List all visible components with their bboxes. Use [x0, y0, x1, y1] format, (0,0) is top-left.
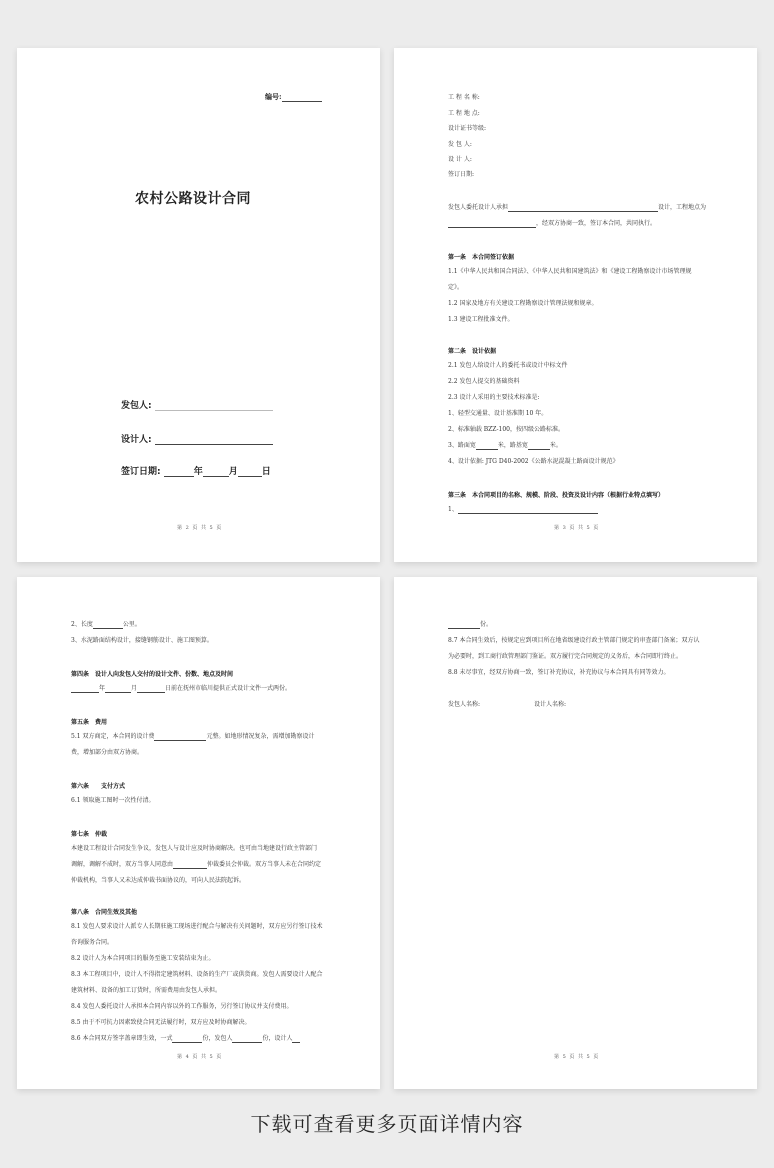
sign-date-field: [121, 464, 271, 477]
delivery-line: [71, 685, 291, 693]
copies-text-a: 8.6 本合同双方签字盖章即生效，一式: [71, 1035, 173, 1042]
copies-cont-line: [448, 621, 492, 629]
designer-field: [121, 432, 273, 445]
s2-item: 2.2 发包人提交的基础资料: [448, 378, 520, 385]
year-label: 年: [193, 467, 203, 477]
s1-item: 1.1《中华人民共和国合同法》、《中华人民共和国建筑法》和《建设工程勘察设计市场管理规: [448, 268, 692, 275]
s3-item-blank: [458, 507, 598, 514]
copies-blank-employer: [232, 1036, 262, 1043]
s2-item: 4、设计依据: JTG D40-2002《公路水泥混凝土路面设计规范》: [448, 458, 619, 465]
s8-item: 8.5 由于不可抗力因素致使合同无法履行时，双方应及时协商解决。: [71, 1019, 251, 1026]
contract-number-label: 编号:: [265, 92, 282, 101]
section-5-heading: 第五条 费用: [71, 719, 108, 726]
page-2: [394, 48, 757, 562]
s1-item: 1.2 国家及地方有关建设工程勘察设计管理法规和规章。: [448, 300, 598, 307]
length-blank: [93, 622, 123, 629]
length-label: 2、长度: [71, 621, 93, 628]
info-line-certificate: 设计证书等级:: [448, 125, 487, 132]
road-width-blank: [476, 443, 498, 450]
arbitration-line-1: 本建设工程设计合同发生争议，发包人与设计应及时协商解决。也可由当地建设行政主管部门: [71, 845, 318, 852]
employer-field: [121, 398, 273, 411]
fee-blank: [154, 734, 206, 741]
s8-item: 8.8 未尽事宜，经双方协商一致，签订补充协议，补充协议与本合同具有同等效力。: [448, 669, 670, 676]
delivery-month: 月: [131, 685, 138, 692]
s8-item: 8.7 本合同生效后，按规定应到项目所在地省级建设行政主管部门规定的审查部门备案；双方认: [448, 637, 700, 644]
arbitration-text-b: 仲裁委员会仲裁。双方当事人未在合同约定: [207, 861, 322, 868]
arbitration-text-a: 调解，调解不成时，双方当事人同意由: [71, 861, 174, 868]
delivery-day-blank: [137, 686, 165, 693]
intro-blank-1: [508, 205, 658, 212]
fee-text-2: 元整。如地形情况复杂，需增加勘察设计: [206, 733, 315, 740]
section-3-heading: 第三条 本合同项目的名称、规模、阶段、投资及设计内容（根据行业特点填写）: [448, 492, 665, 499]
info-line-sign-date: 签订日期:: [448, 171, 475, 178]
roadbed-width-label: 米，路基宽: [497, 442, 528, 449]
delivery-year: 年: [99, 685, 106, 692]
contract-number-blank: [282, 93, 322, 102]
length-line: [71, 621, 141, 629]
section-4-heading: 第四条 设计人向发包人交付的设计文件、份数、地点及时间: [71, 671, 234, 678]
road-width-label: 3、路面宽: [448, 442, 476, 449]
employer-blank: [155, 402, 273, 411]
intro-line-1: [448, 204, 706, 212]
arbitration-blank: [173, 862, 207, 869]
intro-text-2: 设计，工程地点为: [658, 204, 707, 211]
fee-line-2: 费，增加部分由双方协商。: [71, 749, 144, 756]
s8-item: 建筑材料、设备的加工订货时，所需费用由发包人承担。: [71, 987, 222, 994]
section-2-heading: 第二条 设计依据: [448, 348, 497, 355]
s8-item: 8.4 发包人委托设计人承担本合同内容以外的工作服务，另行签订协议并支付费用。: [71, 1003, 293, 1010]
delivery-year-blank: [71, 686, 99, 693]
contract-title: 农村公路设计合同: [135, 191, 251, 207]
intro-text-1: 发包人委托设计人承担: [448, 204, 509, 211]
day-label: 日: [261, 467, 271, 477]
unit-meter: 米。: [549, 442, 562, 449]
s8-item: 8.1 发包人要求设计人派专人长期驻施工现场进行配合与解决有关问题时，双方应另行签订技术: [71, 923, 323, 930]
section-7-heading: 第七条 仲裁: [71, 831, 108, 838]
employer-name-label: 发包人名称:: [448, 701, 481, 708]
info-line-project-location: 工 程 地 点:: [448, 110, 480, 117]
s2-item: 2、标准轴载 BZZ-100，按四级公路标准。: [448, 426, 564, 433]
roadbed-width-blank: [528, 443, 550, 450]
info-line-project-name: 工 程 名 称:: [448, 94, 480, 101]
sign-date-label: 签订日期:: [121, 467, 161, 477]
page-footer: 第 4 页 共 5 页: [177, 1054, 223, 1060]
arbitration-line-3: 仲裁机构，当事人又未达成仲裁书面协议的，可向人民法院起诉。: [71, 877, 246, 884]
designer-label: 设计人:: [121, 435, 152, 445]
page-3: [17, 577, 380, 1089]
page-footer: 第 3 页 共 5 页: [554, 525, 600, 531]
designer-name-label: 设计人名称:: [534, 701, 567, 708]
intro-text-3: ，经双方协商一致，签订本合同，共同执行。: [536, 220, 657, 227]
s2-item: 2.1 发包人给设计人的委托书或设计中标文件: [448, 362, 568, 369]
copies-blank-designer: [292, 1036, 300, 1043]
length-unit: 公里。: [122, 621, 141, 628]
fee-text-1: 5.1 双方商定，本合同的设计费: [71, 733, 155, 740]
page-footer: 第 2 页 共 5 页: [177, 525, 223, 531]
delivery-month-blank: [105, 686, 131, 693]
s1-item: 定》。: [448, 284, 464, 291]
contract-number: [265, 92, 322, 102]
copies-text-c: 份，设计人: [262, 1035, 293, 1042]
day-blank: [238, 468, 262, 477]
section-8-heading: 第八条 合同生效及其他: [71, 909, 138, 916]
fee-line-1: [71, 733, 314, 741]
s8-item: 8.2 设计人为本合同项目的服务至施工安装结束为止。: [71, 955, 215, 962]
s1-item: 1.3 建设工程批准文件。: [448, 316, 514, 323]
intro-blank-2: [448, 221, 536, 228]
info-line-employer: 发 包 人:: [448, 141, 472, 148]
month-label: 月: [228, 467, 238, 477]
s3-item-number: 1、: [448, 506, 458, 513]
arbitration-line-2: [71, 861, 321, 869]
s2-item: 1、轻型交通量、设计基准期 10 年。: [448, 410, 548, 417]
month-blank: [203, 468, 229, 477]
s2-item-road-width: [448, 442, 562, 450]
structure-line: 3、水泥路面结构设计，接缝钢筋设计、施工图预算。: [71, 637, 213, 644]
section-6-heading: 第六条 支付方式: [71, 783, 126, 790]
delivery-text: 日前在抚州市临川提供正式设计文件一式两份。: [165, 685, 292, 692]
page-cover: [17, 48, 380, 562]
employer-label: 发包人:: [121, 401, 152, 411]
designer-blank: [155, 436, 273, 445]
payment-line: 6.1 领取施工图时一次性付清。: [71, 797, 155, 804]
s8-item: 8.3 本工程项目中，设计人不得指定建筑材料、设备的生产厂或供货商。发包人需要设计人配合: [71, 971, 323, 978]
copies-cont-blank: [448, 622, 480, 629]
copies-cont-text: 份。: [480, 621, 493, 628]
info-line-designer: 设 计 人:: [448, 156, 472, 163]
page-4: [394, 577, 757, 1089]
copies-text-b: 份，发包人: [202, 1035, 233, 1042]
s8-item: 咨询服务合同。: [71, 939, 114, 946]
s3-item-1: [448, 506, 598, 514]
s8-item: 为必要时，到工商行政管理部门鉴证。双方履行完合同规定的义务后，本合同即行终止。: [448, 653, 683, 660]
section-1-heading: 第一条 本合同签订依据: [448, 254, 515, 261]
s2-item: 2.3 设计人采用的主要技术标准是:: [448, 394, 540, 401]
year-blank: [164, 468, 194, 477]
copies-blank-total: [172, 1036, 202, 1043]
download-caption: 下载可查看更多页面详情内容: [250, 1112, 524, 1136]
intro-line-2: [448, 220, 656, 228]
page-footer: 第 5 页 共 5 页: [554, 1054, 600, 1060]
s8-item-copies: [71, 1035, 300, 1043]
